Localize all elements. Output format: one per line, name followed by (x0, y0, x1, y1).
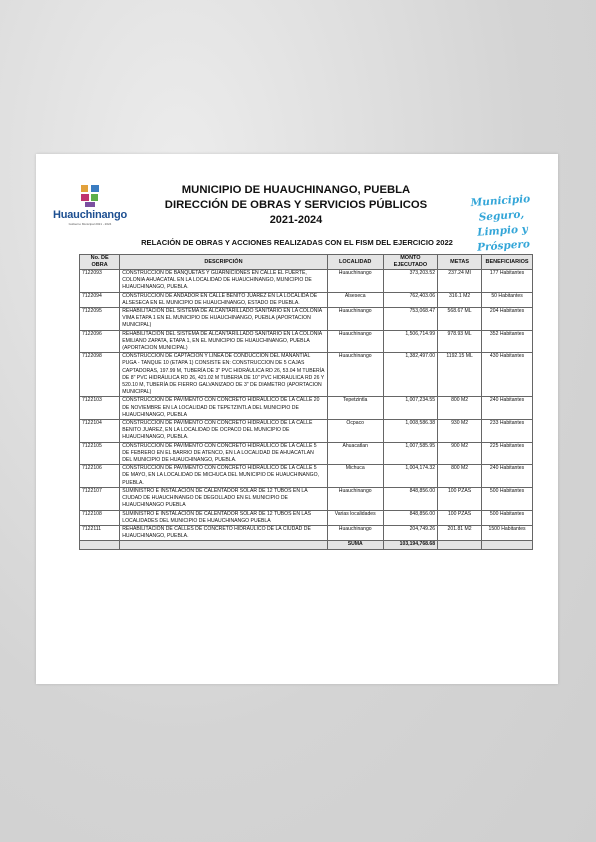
cell-descripcion: SUMINISTRO E INSTALACIÓN DE CALENTADOR SOLAR DE 12 TUBOS EN LAS LOCALIDADES DEL MUNICIPIO DE HUAUCHINANGO PUEBLA (120, 510, 327, 525)
table-row (80, 442, 533, 465)
department-title: DIRECCIÓN DE OBRAS Y SERVICIOS PÚBLICOS (164, 199, 428, 211)
table-row (80, 487, 533, 510)
cell-no-obra: 7122096 (80, 330, 120, 353)
table-header-row (80, 255, 533, 270)
table-row (80, 292, 533, 307)
cell-metas: 568.67 ML (438, 308, 482, 331)
cell-beneficiarios: 225 Habitantes (482, 442, 533, 465)
cell-localidad: Huauchinango (327, 330, 383, 353)
cell-beneficiarios: 240 Habitantes (482, 465, 533, 488)
slogan-line-1: Municipio Seguro, (470, 192, 531, 224)
cell-beneficiarios: 1500 Habitantes (482, 525, 533, 540)
table-row (80, 510, 533, 525)
slogan-line-2: Limpio y Próspero (476, 223, 531, 254)
table-row (80, 308, 533, 331)
cell-beneficiarios: 177 Habitantes (482, 270, 533, 293)
total-label: SUMA (327, 541, 383, 549)
cell-no-obra: 7122107 (80, 487, 120, 510)
cell-no-obra: 7122105 (80, 442, 120, 465)
cell-monto: 373,203.52 (383, 270, 437, 293)
cell-no-obra: 7122104 (80, 420, 120, 443)
cell-beneficiarios: 204 Habitantes (482, 308, 533, 331)
cell-localidad: Michuca (327, 465, 383, 488)
logo-name: Huauchinango (53, 209, 127, 221)
cell-beneficiarios: 352 Habitantes (482, 330, 533, 353)
cell-no-obra: 7122106 (80, 465, 120, 488)
cell-descripcion: REHABILITACIÓN DEL SISTEMA DE ALCANTARILLADO SANITARIO EN LA COLONIA EMILIANO ZAPATA, ETAPA 1, EN EL MUNICIPIO DE HUAUCHINANGO, PUEBLA (APORTACION MUNICIPAL) (120, 330, 327, 353)
cell-metas: 316.1 M2 (438, 292, 482, 307)
cell-no-obra: 7122103 (80, 397, 120, 420)
cell-metas: 100 PZAS (438, 487, 482, 510)
period-title: 2021-2024 (269, 214, 323, 226)
cell-beneficiarios: 430 Habitantes (482, 353, 533, 397)
cell-metas: 201.81 M2 (438, 525, 482, 540)
col-header-monto: MONTO EJECUTADO (383, 255, 437, 270)
works-table (79, 254, 533, 550)
cell-metas: 978.93 ML (438, 330, 482, 353)
cell-monto: 848,856.00 (383, 510, 437, 525)
cell-metas: 1192.15 ML (438, 353, 482, 397)
cell-localidad: Varias localidades (327, 510, 383, 525)
total-empty-cell (120, 541, 327, 549)
cell-descripcion: CONSTRUCCION DE PAVIMENTO CON CONCRETO HIDRAULICO DE LA CALLE 5 DE MAYO, EN LA LOCALIDAD DE MICHUCA DEL MUNICIPIO DE HUAUCHINANGO, PUEBLA. (120, 465, 327, 488)
cell-monto: 762,403.06 (383, 292, 437, 307)
cell-descripcion: REHABILITACIÓN DE CALLES DE CONCRETO HIDRAULICO DE LA CIUDAD DE HUAUCHINANGO, PUEBLA. (120, 525, 327, 540)
table-row (80, 525, 533, 540)
cell-metas: 930 M2 (438, 420, 482, 443)
cell-metas: 100 PZAS (438, 510, 482, 525)
col-header-metas: METAS (438, 255, 482, 270)
cell-no-obra: 7122098 (80, 353, 120, 397)
cell-beneficiarios: 500 Habitantes (482, 487, 533, 510)
cell-localidad: Huauchinango (327, 270, 383, 293)
cell-descripcion: CONSTRUCCION DE PAVIMENTO CON CONCRETO HIDRAULICO DE LA CALLE 20 DE NOVIEMBRE EN LA LOCALIDAD DE TEPETZINTLA DEL MUNICIPIO DE HUAUCHINANGO, PUEBLA (120, 397, 327, 420)
table-row (80, 270, 533, 293)
cell-beneficiarios: 500 Habitantes (482, 510, 533, 525)
col-header-descripcion: DESCRIPCIÓN (120, 255, 327, 270)
cell-monto: 204,749.26 (383, 525, 437, 540)
cell-localidad: Huauchinango (327, 525, 383, 540)
municipal-logo (50, 184, 130, 236)
table-total-row (80, 541, 533, 549)
cell-monto: 1,007,234.55 (383, 397, 437, 420)
cell-monto: 1,008,586.38 (383, 420, 437, 443)
cell-localidad: Huauchinango (327, 308, 383, 331)
table-row (80, 465, 533, 488)
cell-localidad: Ahuacatlan (327, 442, 383, 465)
col-header-no-obra: No. DE OBRA (80, 255, 120, 270)
report-subtitle: RELACIÓN DE OBRAS Y ACCIONES REALIZADAS CON EL FISM DEL EJERCICIO 2022 (141, 238, 453, 247)
cell-descripcion: CONSTRUCCION DE PAVIMENTO CON CONCRETO HIDRAULICO DE LA CALLE BENITO JUAREZ, EN LA LOCALIDAD DE OCPACO DEL MUNICIPIO DE HUAUCHINANGO, PUEBLA. (120, 420, 327, 443)
cell-descripcion: SUMINISTRO E INSTALACIÓN DE CALENTADOR SOLAR DE 12 TUBOS EN LA CIUDAD DE HUAUCHINANGO DE DEGOLLADO EN EL MUNICIPIO DE HUAUCHINANGO PUEBLA (120, 487, 327, 510)
cell-metas: 237.24 MI (438, 270, 482, 293)
table-row (80, 420, 533, 443)
cell-no-obra: 7122095 (80, 308, 120, 331)
total-value: 103,194,768.68 (383, 541, 437, 549)
cell-localidad: Huauchinango (327, 353, 383, 397)
total-empty-cell (438, 541, 482, 549)
cell-descripcion: CONSTRUCCION DE CAPTACION Y LINEA DE CONDUCCION DEL MANANTIAL PUGA - TANQUE 10 (ETAPA 1) CONSISTE EN: CONSTRUCCION DE 5 CAJAS CAPTADORAS, 197.99 M, TUBERÍA DE 3" PVC HIDRÁULICA RD 26, 53.04 M TUBERÍA DE 8" PVC HIDRÁULICA RD 26, 421.02 M TUBERIA DE 10" PVC HIDRAULICA RD 26 Y 520.10 M, TUBERÍA DE FIERRO GALVANIZADO DE 3" DE DIAMETRO (APORTACION MUNICIPAL) (120, 353, 327, 397)
table-row (80, 330, 533, 353)
cell-localidad: Tepetzintla (327, 397, 383, 420)
cell-descripcion: CONSTRUCCION DE ANDADOR EN CALLE BENITO JUAREZ EN LA LOCALIDA DE ALSESECA EN EL MUNICIPIO DE HUAUCHINANGO, ESTADO DE PUEBLA. (120, 292, 327, 307)
cell-monto: 1,004,174.32 (383, 465, 437, 488)
total-empty-cell (80, 541, 120, 549)
cell-localidad: Alseseca (327, 292, 383, 307)
cell-no-obra: 7122111 (80, 525, 120, 540)
coat-of-arms-icon (79, 184, 101, 208)
cell-descripcion: CONSTRUCCION DE PAVIMENTO CON CONCRETO HIDRAULICO DE LA CALLE 5 DE FEBRERO EN EL BARRIO DE ATENCO, EN LA LOCALIDAD DE AHUACATLAN DEL MUNICIPIO DE HUAUCHINANGO, PUEBLA. (120, 442, 327, 465)
cell-beneficiarios: 233 Habitantes (482, 420, 533, 443)
cell-localidad: Huauchinango (327, 487, 383, 510)
cell-no-obra: 7122108 (80, 510, 120, 525)
cell-monto: 848,856.00 (383, 487, 437, 510)
cell-metas: 800 M2 (438, 397, 482, 420)
cell-monto: 1,382,497.00 (383, 353, 437, 397)
cell-localidad: Ocpaco (327, 420, 383, 443)
cell-no-obra: 7122093 (80, 270, 120, 293)
cell-monto: 1,007,585.95 (383, 442, 437, 465)
cell-beneficiarios: 240 Habitantes (482, 397, 533, 420)
cell-metas: 900 M2 (438, 442, 482, 465)
page-title: MUNICIPIO DE HUAUCHINANGO, PUEBLA (181, 184, 411, 196)
cell-no-obra: 7122094 (80, 292, 120, 307)
cell-beneficiarios: 50 Habitantes (482, 292, 533, 307)
cell-descripcion: REHABILITACIÓN DEL SISTEMA DE ALCANTARILLADO SANITARIO EN LA COLONIA VIMA ETAPA 1 EN EL MUNICIPIO DE HUAUCHINANGO, PUEBLA (APORTACION MUNICIPAL) (120, 308, 327, 331)
slogan (448, 190, 556, 257)
col-header-localidad: LOCALIDAD (327, 255, 383, 270)
table-row (80, 353, 533, 397)
total-empty-cell (482, 541, 533, 549)
logo-subtitle: Gobierno Municipal 2021 - 2024 (68, 222, 112, 226)
col-header-beneficiarios: BENEFICIARIOS (482, 255, 533, 270)
table-row (80, 397, 533, 420)
cell-monto: 753,068.47 (383, 308, 437, 331)
cell-monto: 1,506,714.99 (383, 330, 437, 353)
cell-descripcion: CONSTRUCCION DE BANQUETAS Y GUARNICIONES EN CALLE EL FUERTE, COLONIA AHUACATAL EN LA LOCALIDAD DE HUAUCHINANGO, MUNICIPIO DE HUAUCHINANGO, PUEBLA. (120, 270, 327, 293)
cell-metas: 800 M2 (438, 465, 482, 488)
